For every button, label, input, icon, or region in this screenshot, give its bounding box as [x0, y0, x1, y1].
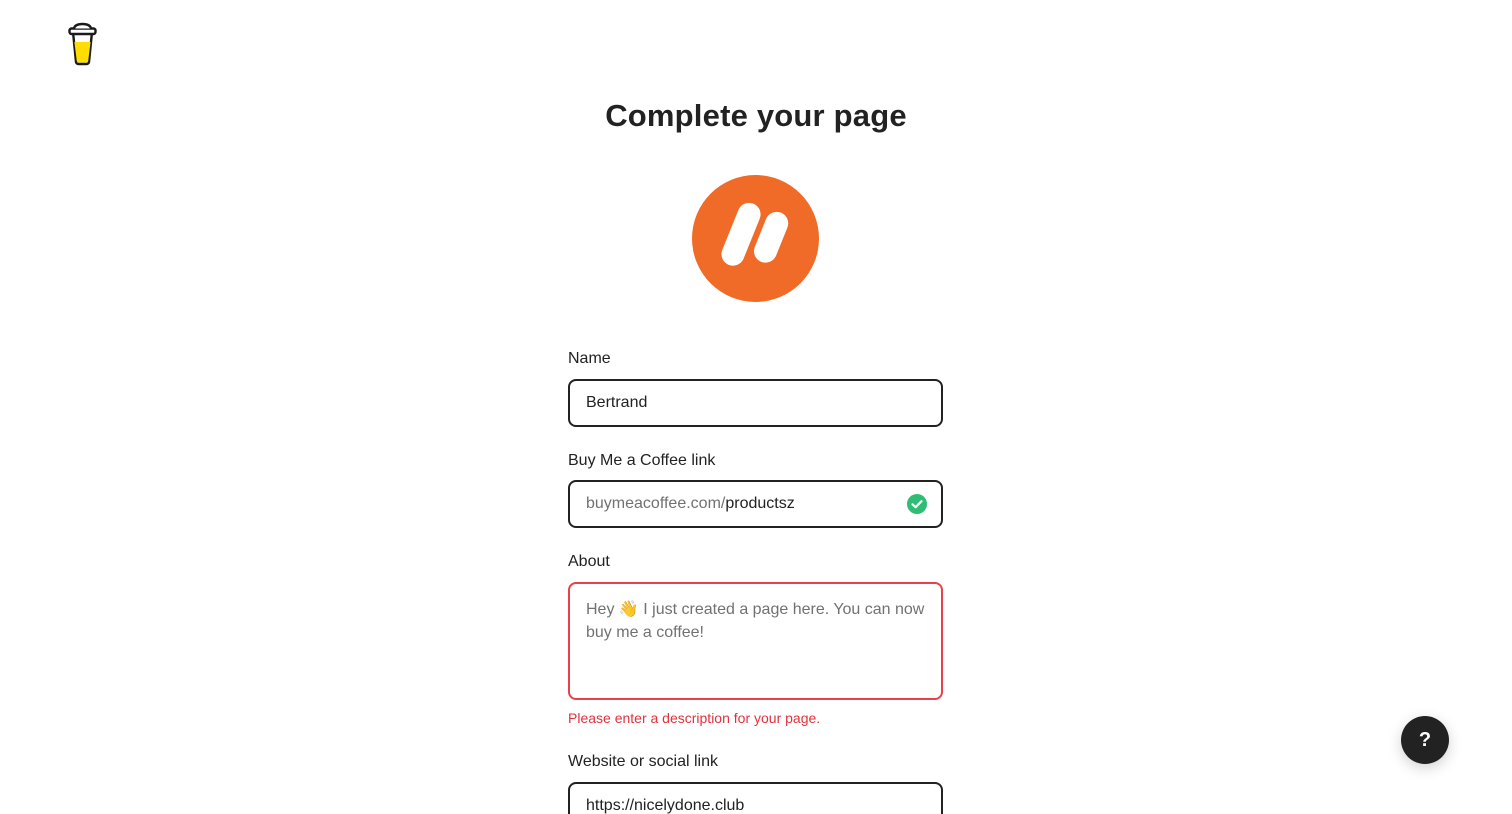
coffee-cup-icon[interactable]: [64, 22, 100, 66]
link-prefix: buymeacoffee.com/: [586, 495, 726, 512]
name-label: Name: [568, 350, 611, 367]
question-mark-icon: ?: [1418, 728, 1432, 751]
link-label: Buy Me a Coffee link: [568, 452, 716, 469]
link-value: productsz: [725, 495, 795, 512]
website-field[interactable]: [568, 782, 943, 814]
about-placeholder: Hey 👋 I just created a page here. You can now buy me a coffee!: [586, 601, 925, 641]
check-circle-icon: [907, 494, 927, 514]
about-label: About: [568, 553, 610, 570]
name-field[interactable]: [568, 379, 943, 427]
about-error-message: Please enter a description for your page.: [568, 710, 821, 726]
link-field[interactable]: [568, 480, 943, 528]
page-title: Complete your page: [605, 98, 907, 133]
help-button[interactable]: [1401, 716, 1449, 764]
avatar[interactable]: [692, 175, 819, 302]
name-value: Bertrand: [586, 394, 648, 411]
about-textarea[interactable]: [568, 582, 943, 700]
website-label: Website or social link: [568, 753, 718, 770]
brand-slash-logo-icon: [692, 175, 819, 302]
website-value: https://nicelydone.club: [586, 797, 745, 814]
